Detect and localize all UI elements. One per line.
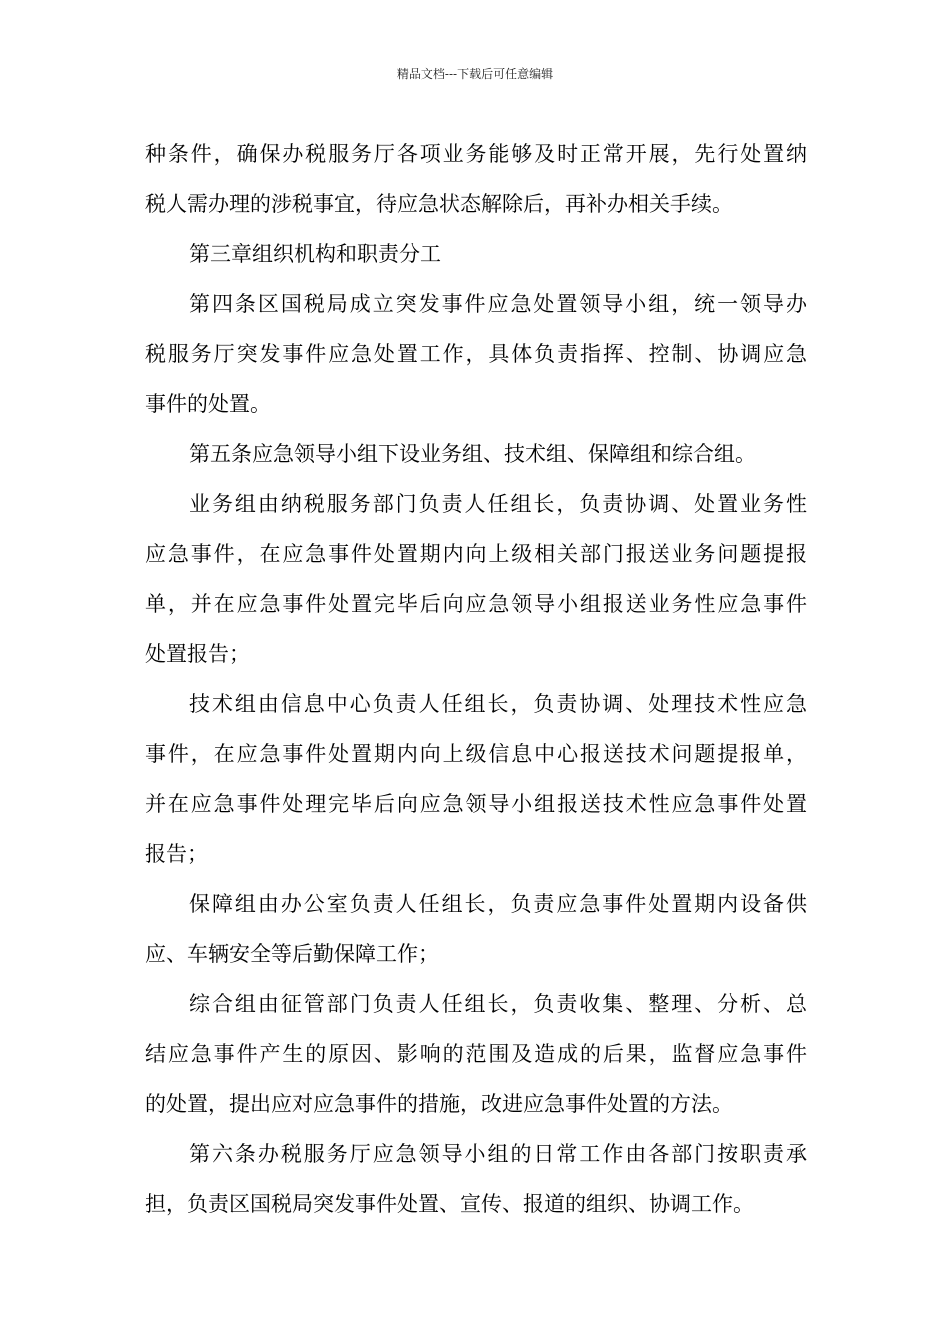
text-line: 技术组由信息中心负责人任组长，负责协调、处理技术性应急 [189,692,807,716]
text-line: 第三章组织机构和职责分工 [189,242,441,266]
page-header: 精品文档---下载后可任意编辑 [396,67,554,81]
text-line: 税服务厅突发事件应急处置工作，具体负责指挥、控制、协调应急 [145,342,807,366]
text-line: 结应急事件产生的原因、影响的范围及造成的后果，监督应急事件 [145,1042,807,1066]
text-line: 事件，在应急事件处置期内向上级信息中心报送技术问题提报单， [145,742,807,766]
text-line: 处置报告； [145,642,250,666]
text-line: 担，负责区国税局突发事件处置、宣传、报道的组织、协调工作。 [145,1192,754,1216]
text-line: 保障组由办公室负责人任组长，负责应急事件处置期内设备供 [189,892,807,916]
text-line: 业务组由纳税服务部门负责人任组长，负责协调、处置业务性 [189,492,807,516]
text-line: 应急事件，在应急事件处置期内向上级相关部门报送业务问题提报 [145,542,807,566]
text-line: 并在应急事件处理完毕后向应急领导小组报送技术性应急事件处置 [145,792,807,816]
document-body [145,129,807,1229]
text-line: 单，并在应急事件处置完毕后向应急领导小组报送业务性应急事件 [145,592,807,616]
text-line: 事件的处置。 [145,392,271,416]
text-line: 的处置，提出应对应急事件的措施，改进应急事件处置的方法。 [145,1092,733,1116]
text-line: 应、车辆安全等后勤保障工作； [145,942,439,966]
text-line: 第五条应急领导小组下设业务组、技术组、保障组和综合组。 [189,442,756,466]
text-line: 第六条办税服务厅应急领导小组的日常工作由各部门按职责承 [189,1142,807,1166]
text-line: 报告； [145,842,208,866]
text-line: 第四条区国税局成立突发事件应急处置领导小组，统一领导办 [189,292,807,316]
text-line: 种条件，确保办税服务厅各项业务能够及时正常开展，先行处置纳 [145,142,807,166]
text-line: 综合组由征管部门负责人任组长，负责收集、整理、分析、总 [189,992,807,1016]
text-line: 税人需办理的涉税事宜，待应急状态解除后，再补办相关手续。 [145,192,733,216]
